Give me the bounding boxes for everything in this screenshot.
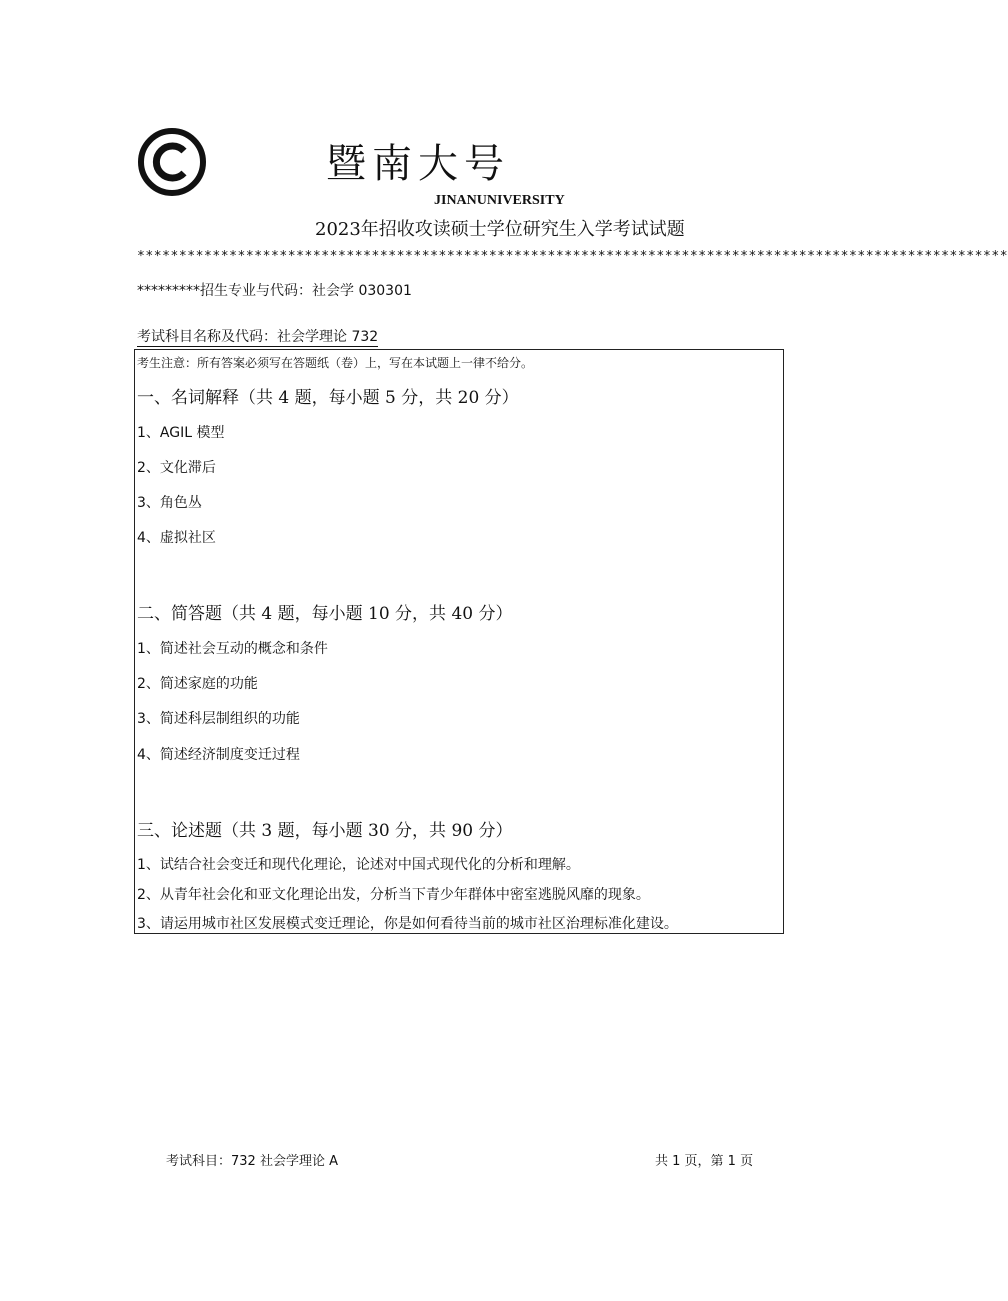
- section-1-item: 4、虚拟社区: [137, 530, 216, 546]
- footer-page-count: 共 1 页，第 1 页: [655, 1154, 754, 1169]
- major-line: *********招生专业与代码：社会学 030301: [137, 283, 412, 299]
- university-name-cn: 暨南大号: [326, 141, 510, 187]
- section-2-item: 2、简述家庭的功能: [137, 676, 258, 692]
- university-name-en: JINANUNIVERSITY: [434, 193, 565, 208]
- exam-title: 2023年招收攻读硕士学位研究生入学考试试题: [315, 219, 685, 240]
- section-2-item: 1、简述社会互动的概念和条件: [137, 641, 328, 657]
- section-2-heading: 二、简答题（共 4 题，每小题 10 分，共 40 分）: [137, 604, 513, 624]
- section-3-item: 3、请运用城市社区发展模式变迁理论，你是如何看待当前的城市社区治理标准化建设。: [137, 916, 678, 932]
- section-3-item: 1、试结合社会变迁和现代化理论，论述对中国式现代化的分析和理解。: [137, 857, 580, 873]
- footer-subject: 考试科目：732 社会学理论 A: [166, 1154, 338, 1169]
- section-2-item: 4、简述经济制度变迁过程: [137, 747, 300, 763]
- section-1-item: 1、AGIL 模型: [137, 425, 225, 441]
- subject-line: 考试科目名称及代码：社会学理论 732: [137, 329, 379, 345]
- section-3-item: 2、从青年社会化和亚文化理论出发，分析当下青少年群体中密室逃脱风靡的现象。: [137, 887, 650, 903]
- exam-notice: 考生注意：所有答案必须写在答题纸（卷）上，写在本试题上一律不给分。: [137, 356, 534, 370]
- separator-line: ********************************************************************************************************: [137, 249, 1008, 264]
- section-2-item: 3、简述科层制组织的功能: [137, 711, 300, 727]
- section-3-heading: 三、论述题（共 3 题，每小题 30 分，共 90 分）: [137, 821, 513, 841]
- section-1-heading: 一、名词解释（共 4 题，每小题 5 分，共 20 分）: [137, 388, 519, 408]
- section-1-item: 3、角色丛: [137, 495, 202, 511]
- section-1-item: 2、文化滞后: [137, 460, 216, 476]
- copyright-circle-logo-icon: [137, 127, 207, 197]
